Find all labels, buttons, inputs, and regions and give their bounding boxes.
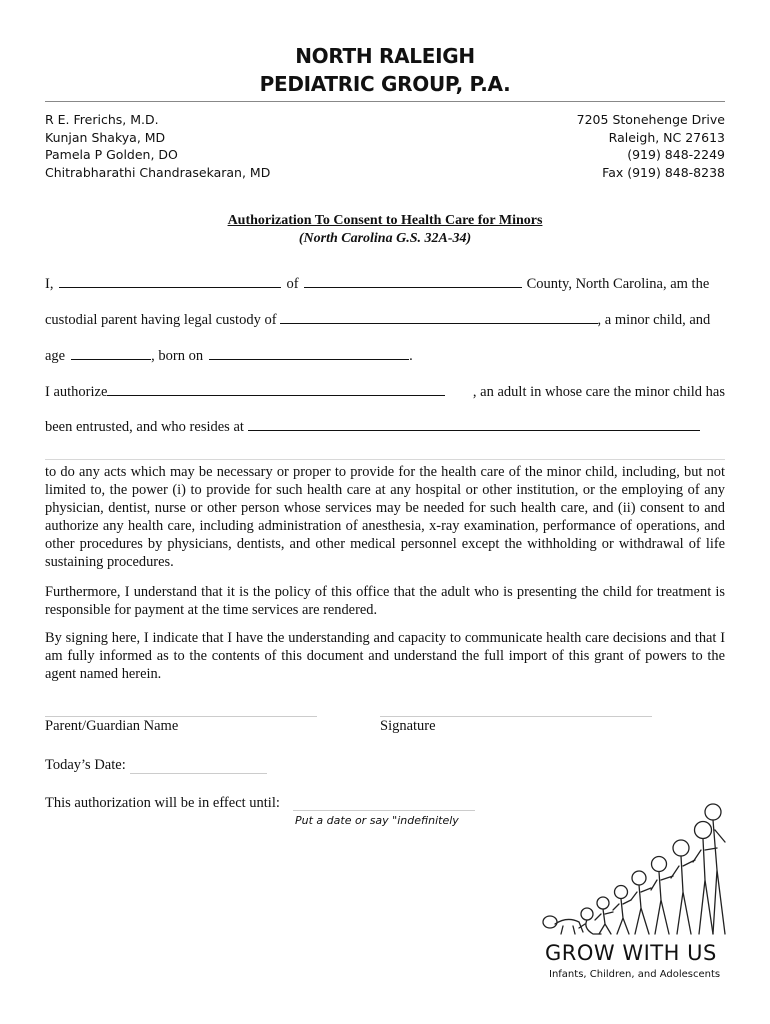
doctor-name: Chitrabharathi Chandrasekaran, MD	[45, 164, 271, 180]
grow-with-us-slogan: GROW WITH US	[545, 941, 717, 965]
form-subtitle: (North Carolina G.S. 32A-34)	[298, 231, 472, 246]
signature-label: Signature	[380, 718, 436, 734]
residence-line	[45, 418, 725, 436]
practice-name-line2: PEDIATRIC GROUP, P.A.	[259, 72, 511, 96]
growing-children-illustration	[535, 800, 735, 940]
header-divider	[45, 101, 725, 102]
address-city: Raleigh, NC 27613	[608, 129, 725, 145]
parent-name-label: Parent/Guardian Name	[45, 718, 179, 734]
practice-name-line1: NORTH RALEIGH	[295, 44, 475, 68]
grow-tagline: Infants, Children, and Adolescents	[549, 969, 721, 980]
todays-date-line[interactable]	[130, 773, 267, 774]
effect-until-line[interactable]	[293, 810, 475, 811]
parent-name-line[interactable]	[45, 716, 317, 717]
parent-line	[45, 275, 725, 293]
payment-paragraph: Furthermore, I understand that it is the policy of this office that the adult who is presenting the child for treatment is responsible for payment at the time services are rendered.	[45, 584, 725, 618]
residence-address-field[interactable]	[248, 418, 700, 431]
address-fax: Fax (919) 848-8238	[602, 164, 725, 180]
doctor-list	[45, 111, 270, 181]
age-field[interactable]	[71, 347, 151, 360]
age-line	[45, 347, 725, 365]
address-phone: (919) 848-2249	[627, 147, 725, 163]
line1-text-c: County, North Carolina, am the	[526, 276, 710, 292]
doctor-name: Pamela P Golden, DO	[45, 147, 178, 163]
form-title: Authorization To Consent to Health Care for Minors	[227, 213, 543, 228]
county-field[interactable]	[304, 275, 522, 288]
minor-child-field[interactable]	[280, 311, 598, 324]
line4-text-b: , an adult in whose care the minor child has	[472, 384, 725, 400]
signature-line[interactable]	[380, 716, 652, 717]
effect-until-label: This authorization will be in effect until:	[45, 795, 280, 811]
doctor-name: Kunjan Shakya, MD	[45, 129, 166, 145]
doctor-name: R E. Frerichs, M.D.	[45, 112, 159, 127]
capacity-paragraph: By signing here, I indicate that I have the understanding and capacity to communicate health care decisions and that I am fully informed as to the contents of this document and understand the full import of this grant of powers to the agent named herein.	[45, 630, 725, 682]
line3-text-c: .	[409, 348, 413, 364]
line3-text-a: age	[45, 348, 66, 364]
birth-date-field[interactable]	[209, 347, 409, 360]
line4-text-a: I authorize	[45, 384, 108, 400]
address-street: 7205 Stonehenge Drive	[576, 112, 725, 127]
residence-second-line[interactable]	[45, 459, 725, 460]
line2-text-b: , a minor child, and	[597, 312, 711, 328]
authorize-line	[45, 383, 725, 401]
practice-address	[577, 111, 725, 181]
line2-text-a: custodial parent having legal custody of	[45, 312, 277, 328]
authorized-adult-field[interactable]	[107, 383, 445, 396]
line3-text-b: , born on	[151, 348, 204, 364]
line1-text-a: I,	[45, 276, 54, 292]
todays-date-label: Today’s Date:	[45, 757, 126, 773]
effect-until-hint: Put a date or say "indefinitely	[295, 814, 459, 827]
child-line	[45, 311, 725, 329]
powers-paragraph: to do any acts which may be necessary or proper to provide for the health care of the minor child, including, but not limited to, the power (i) to provide for such health care at any hospital or other institution, or the employing of any physician, dentist, nurse or other person whose services may be needed for such health care, and (ii) consent to and authorize any health care, including administration of anesthesia, x-ray examination, performance of operations, and other procedures by physicians, dentists, and other medical personnel except the withholding or withdrawal of life sustaining procedures.	[45, 464, 725, 570]
parent-name-field[interactable]	[59, 275, 281, 288]
line1-text-b: of	[286, 276, 299, 292]
line5-text-a: been entrusted, and who resides at	[45, 419, 244, 435]
